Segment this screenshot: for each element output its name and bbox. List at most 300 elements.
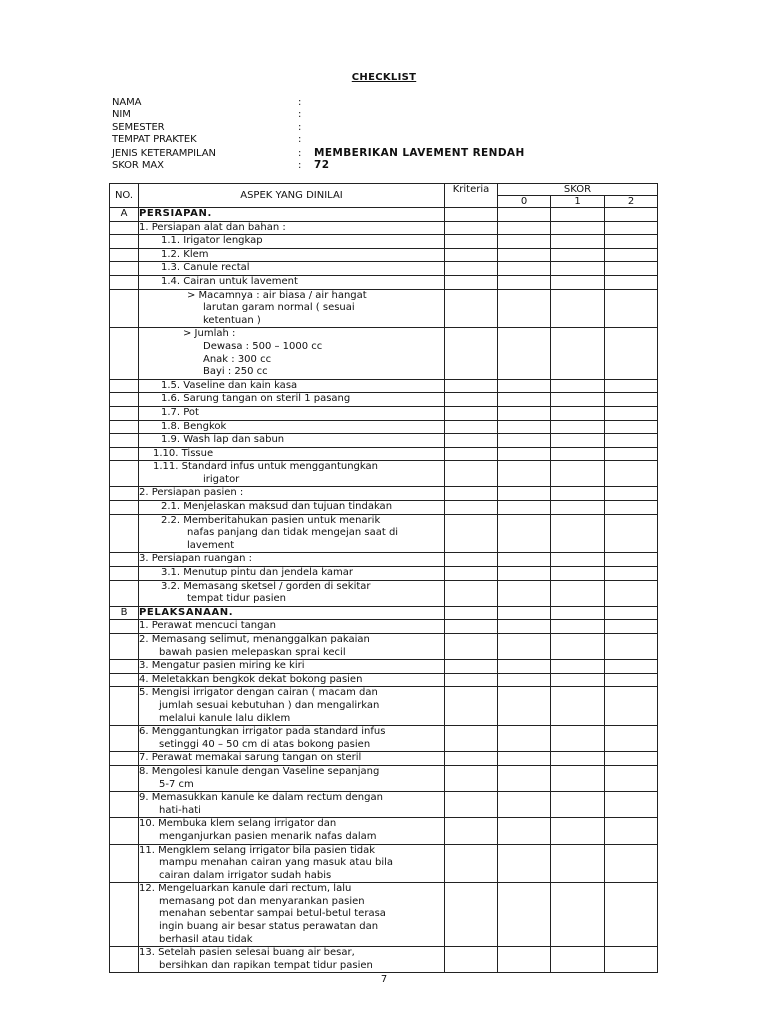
score-cell-1[interactable] xyxy=(551,687,605,726)
aspek-cell xyxy=(139,634,445,660)
aspek-line: jumlah sesuai kebutuhan ) dan mengalirkan xyxy=(159,699,380,711)
aspek-line: larutan garam normal ( sesuai xyxy=(203,302,355,314)
aspek-line: Dewasa : 500 – 1000 cc xyxy=(203,340,323,352)
score-cell-2[interactable] xyxy=(605,514,658,553)
row-number xyxy=(110,289,139,328)
score-cell-0[interactable] xyxy=(498,792,551,818)
header-no: NO. xyxy=(110,184,139,208)
score-cell-2[interactable] xyxy=(605,208,658,222)
kriteria-cell[interactable] xyxy=(445,553,498,567)
table-row xyxy=(110,461,658,487)
score-cell-0[interactable] xyxy=(498,420,551,434)
aspek-line: 2.1. Menjelaskan maksud dan tujuan tindakan xyxy=(161,501,393,513)
kriteria-cell[interactable] xyxy=(445,501,498,515)
aspek-cell xyxy=(139,844,445,883)
score-cell-2[interactable] xyxy=(605,406,658,420)
kriteria-cell[interactable] xyxy=(445,461,498,487)
kriteria-cell[interactable] xyxy=(445,726,498,752)
score-cell-0[interactable] xyxy=(498,580,551,606)
page-title: CHECKLIST xyxy=(351,72,417,83)
header-score-1: 1 xyxy=(551,196,605,208)
aspek-line: nafas panjang dan tidak mengejan saat di xyxy=(187,527,399,539)
score-cell-2[interactable] xyxy=(605,289,658,328)
header-kriteria: Kriteria xyxy=(445,184,498,208)
kriteria-cell[interactable] xyxy=(445,447,498,461)
score-cell-0[interactable] xyxy=(498,406,551,420)
score-cell-1[interactable] xyxy=(551,752,605,766)
score-cell-0[interactable] xyxy=(498,487,551,501)
score-cell-2[interactable] xyxy=(605,235,658,249)
aspek-cell xyxy=(139,461,445,487)
score-cell-1[interactable] xyxy=(551,620,605,634)
aspek-line: 8. Mengolesi kanule dengan Vaseline sepanjang xyxy=(139,765,380,777)
aspek-line: 1.4. Cairan untuk lavement xyxy=(161,275,298,287)
score-cell-0[interactable] xyxy=(498,844,551,883)
aspek-line: Bayi : 250 cc xyxy=(203,366,268,378)
aspek-line: bersihkan dan rapikan tempat tidur pasien xyxy=(159,959,373,971)
score-cell-2[interactable] xyxy=(605,580,658,606)
score-cell-0[interactable] xyxy=(498,262,551,276)
row-number xyxy=(110,235,139,249)
score-cell-0[interactable] xyxy=(498,673,551,687)
table-row xyxy=(110,501,658,515)
score-cell-1[interactable] xyxy=(551,501,605,515)
score-cell-1[interactable] xyxy=(551,792,605,818)
aspek-line: 13. Setelah pasien selesai buang air besar, xyxy=(139,947,355,959)
row-number xyxy=(110,580,139,606)
kriteria-cell[interactable] xyxy=(445,275,498,289)
score-cell-1[interactable] xyxy=(551,660,605,674)
score-cell-1[interactable] xyxy=(551,235,605,249)
aspek-line: berhasil atau tidak xyxy=(159,933,253,945)
kriteria-cell[interactable] xyxy=(445,634,498,660)
score-cell-2[interactable] xyxy=(605,606,658,620)
table-row xyxy=(110,393,658,407)
score-cell-2[interactable] xyxy=(605,752,658,766)
score-cell-1[interactable] xyxy=(551,947,605,973)
aspek-line: 11. Mengklem selang irrigator bila pasien tidak xyxy=(139,844,376,856)
score-cell-1[interactable] xyxy=(551,221,605,235)
aspek-cell xyxy=(139,818,445,844)
kriteria-cell[interactable] xyxy=(445,487,498,501)
info-row xyxy=(112,109,525,121)
score-cell-0[interactable] xyxy=(498,634,551,660)
aspek-cell xyxy=(139,660,445,674)
score-cell-2[interactable] xyxy=(605,221,658,235)
row-number xyxy=(110,461,139,487)
score-cell-1[interactable] xyxy=(551,447,605,461)
score-cell-0[interactable] xyxy=(498,275,551,289)
aspek-cell xyxy=(139,434,445,448)
table-row xyxy=(110,620,658,634)
aspek-cell xyxy=(139,328,445,379)
score-cell-0[interactable] xyxy=(498,726,551,752)
aspek-line: 1.2. Klem xyxy=(161,248,209,260)
kriteria-cell[interactable] xyxy=(445,208,498,222)
score-cell-0[interactable] xyxy=(498,818,551,844)
score-cell-2[interactable] xyxy=(605,420,658,434)
score-cell-1[interactable] xyxy=(551,248,605,262)
score-cell-0[interactable] xyxy=(498,328,551,379)
info-colon: : xyxy=(298,97,302,108)
aspek-line: 3. Persiapan ruangan : xyxy=(139,553,253,565)
kriteria-cell[interactable] xyxy=(445,818,498,844)
aspek-line: Anak : 300 cc xyxy=(203,353,272,365)
aspek-line: ketentuan ) xyxy=(203,314,261,326)
row-number xyxy=(110,620,139,634)
kriteria-cell[interactable] xyxy=(445,844,498,883)
aspek-line: 1.8. Bengkok xyxy=(161,420,227,432)
score-cell-0[interactable] xyxy=(498,660,551,674)
score-cell-0[interactable] xyxy=(498,393,551,407)
score-cell-1[interactable] xyxy=(551,434,605,448)
aspek-line: 6. Menggantungkan irrigator pada standard infus xyxy=(139,726,386,738)
row-number xyxy=(110,947,139,973)
kriteria-cell[interactable] xyxy=(445,567,498,581)
aspek-line: 4. Meletakkan bengkok dekat bokong pasien xyxy=(139,673,363,685)
row-number: B xyxy=(110,606,139,620)
aspek-cell xyxy=(139,406,445,420)
aspek-cell xyxy=(139,620,445,634)
kriteria-cell[interactable] xyxy=(445,406,498,420)
table-row xyxy=(110,883,658,947)
score-cell-2[interactable] xyxy=(605,379,658,393)
aspek-cell xyxy=(139,248,445,262)
score-cell-0[interactable] xyxy=(498,567,551,581)
table-row xyxy=(110,765,658,791)
score-cell-0[interactable] xyxy=(498,947,551,973)
score-cell-1[interactable] xyxy=(551,328,605,379)
aspek-line: menahan sebentar sampai betul-betul terasa xyxy=(159,908,386,920)
score-cell-2[interactable] xyxy=(605,487,658,501)
row-number xyxy=(110,844,139,883)
score-cell-0[interactable] xyxy=(498,514,551,553)
table-row xyxy=(110,567,658,581)
row-number xyxy=(110,514,139,553)
kriteria-cell[interactable] xyxy=(445,235,498,249)
score-cell-1[interactable] xyxy=(551,393,605,407)
row-number xyxy=(110,248,139,262)
score-cell-1[interactable] xyxy=(551,289,605,328)
score-cell-1[interactable] xyxy=(551,262,605,276)
score-cell-1[interactable] xyxy=(551,606,605,620)
kriteria-cell[interactable] xyxy=(445,328,498,379)
row-number xyxy=(110,262,139,276)
row-number xyxy=(110,660,139,674)
score-cell-1[interactable] xyxy=(551,580,605,606)
aspek-cell xyxy=(139,752,445,766)
kriteria-cell[interactable] xyxy=(445,379,498,393)
table-row xyxy=(110,447,658,461)
aspek-cell xyxy=(139,553,445,567)
aspek-cell xyxy=(139,687,445,726)
score-cell-1[interactable] xyxy=(551,634,605,660)
score-cell-2[interactable] xyxy=(605,393,658,407)
kriteria-cell[interactable] xyxy=(445,514,498,553)
info-colon: : xyxy=(298,109,302,121)
score-cell-0[interactable] xyxy=(498,765,551,791)
kriteria-cell[interactable] xyxy=(445,262,498,276)
aspek-line: 10. Membuka klem selang irrigator dan xyxy=(139,818,337,830)
kriteria-cell[interactable] xyxy=(445,947,498,973)
aspek-line: 3.2. Memasang sketsel / gorden di sekitar xyxy=(161,580,371,592)
row-number xyxy=(110,752,139,766)
score-cell-1[interactable] xyxy=(551,379,605,393)
table-row xyxy=(110,726,658,752)
aspek-line: 5-7 cm xyxy=(159,778,194,790)
aspek-line: lavement xyxy=(187,539,235,551)
score-cell-0[interactable] xyxy=(498,447,551,461)
score-cell-1[interactable] xyxy=(551,461,605,487)
kriteria-cell[interactable] xyxy=(445,883,498,947)
aspek-cell xyxy=(139,275,445,289)
info-row xyxy=(112,134,525,146)
aspek-cell xyxy=(139,487,445,501)
kriteria-cell[interactable] xyxy=(445,765,498,791)
checklist-table xyxy=(109,183,658,973)
score-cell-2[interactable] xyxy=(605,567,658,581)
score-cell-2[interactable] xyxy=(605,461,658,487)
kriteria-cell[interactable] xyxy=(445,606,498,620)
score-cell-0[interactable] xyxy=(498,248,551,262)
score-cell-1[interactable] xyxy=(551,883,605,947)
aspek-line: 1.6. Sarung tangan on steril 1 pasang xyxy=(161,393,351,405)
score-cell-2[interactable] xyxy=(605,818,658,844)
row-number xyxy=(110,634,139,660)
score-cell-2[interactable] xyxy=(605,687,658,726)
aspek-line: 2.2. Memberitahukan pasien untuk menarik xyxy=(161,514,381,526)
row-number xyxy=(110,883,139,947)
score-cell-2[interactable] xyxy=(605,844,658,883)
score-cell-1[interactable] xyxy=(551,726,605,752)
kriteria-cell[interactable] xyxy=(445,687,498,726)
table-row xyxy=(110,406,658,420)
table-row xyxy=(110,792,658,818)
table-row xyxy=(110,634,658,660)
table-row xyxy=(110,687,658,726)
row-number xyxy=(110,406,139,420)
score-cell-1[interactable] xyxy=(551,818,605,844)
table-row xyxy=(110,275,658,289)
table-row xyxy=(110,221,658,235)
score-cell-2[interactable] xyxy=(605,634,658,660)
row-number xyxy=(110,687,139,726)
aspek-cell xyxy=(139,208,445,222)
score-cell-1[interactable] xyxy=(551,406,605,420)
row-number xyxy=(110,328,139,379)
aspek-line: 1.3. Canule rectal xyxy=(161,262,250,274)
score-cell-2[interactable] xyxy=(605,765,658,791)
score-cell-2[interactable] xyxy=(605,447,658,461)
aspek-line: 1.7. Pot xyxy=(161,406,199,418)
header-score-2: 2 xyxy=(605,196,658,208)
aspek-cell xyxy=(139,501,445,515)
row-number xyxy=(110,673,139,687)
score-cell-2[interactable] xyxy=(605,434,658,448)
section-heading: PELAKSANAAN. xyxy=(139,606,234,618)
row-number xyxy=(110,447,139,461)
table-row xyxy=(110,673,658,687)
info-row xyxy=(112,122,525,134)
score-cell-1[interactable] xyxy=(551,487,605,501)
score-cell-2[interactable] xyxy=(605,792,658,818)
aspek-line: tempat tidur pasien xyxy=(187,593,287,605)
score-cell-2[interactable] xyxy=(605,328,658,379)
aspek-line: 9. Memasukkan kanule ke dalam rectum dengan xyxy=(139,792,383,804)
aspek-line: setinggi 40 – 50 cm di atas bokong pasien xyxy=(159,738,371,750)
aspek-cell xyxy=(139,883,445,947)
aspek-line: 12. Mengeluarkan kanule dari rectum, lalu xyxy=(139,883,352,895)
score-cell-2[interactable] xyxy=(605,501,658,515)
score-cell-2[interactable] xyxy=(605,947,658,973)
row-number: A xyxy=(110,208,139,222)
header-skor: SKOR xyxy=(498,184,658,196)
info-label: SEMESTER xyxy=(112,121,165,133)
score-cell-2[interactable] xyxy=(605,262,658,276)
kriteria-cell[interactable] xyxy=(445,673,498,687)
header-aspek: ASPEK YANG DINILAI xyxy=(139,184,445,208)
table-row xyxy=(110,844,658,883)
aspek-cell xyxy=(139,393,445,407)
table-row xyxy=(110,947,658,973)
score-cell-1[interactable] xyxy=(551,673,605,687)
aspek-cell xyxy=(139,221,445,235)
score-cell-2[interactable] xyxy=(605,248,658,262)
aspek-cell xyxy=(139,580,445,606)
table-row xyxy=(110,487,658,501)
kriteria-cell[interactable] xyxy=(445,393,498,407)
table-row xyxy=(110,553,658,567)
row-number xyxy=(110,221,139,235)
aspek-cell xyxy=(139,420,445,434)
score-cell-2[interactable] xyxy=(605,275,658,289)
row-number xyxy=(110,379,139,393)
aspek-line: irigator xyxy=(203,473,240,485)
score-cell-2[interactable] xyxy=(605,553,658,567)
score-cell-2[interactable] xyxy=(605,673,658,687)
score-cell-1[interactable] xyxy=(551,514,605,553)
aspek-line: 1. Perawat mencuci tangan xyxy=(139,620,276,632)
aspek-cell xyxy=(139,235,445,249)
score-cell-0[interactable] xyxy=(498,687,551,726)
score-cell-1[interactable] xyxy=(551,553,605,567)
score-cell-2[interactable] xyxy=(605,883,658,947)
aspek-line: 1. Persiapan alat dan bahan : xyxy=(139,221,286,233)
score-cell-2[interactable] xyxy=(605,726,658,752)
aspek-cell xyxy=(139,606,445,620)
aspek-line: 1.11. Standard infus untuk menggantungkan xyxy=(153,461,378,473)
score-cell-2[interactable] xyxy=(605,660,658,674)
aspek-line: memasang pot dan menyarankan pasien xyxy=(159,895,365,907)
aspek-cell xyxy=(139,765,445,791)
kriteria-cell[interactable] xyxy=(445,792,498,818)
aspek-line: menganjurkan pasien menarik nafas dalam xyxy=(159,830,377,842)
info-row xyxy=(112,159,525,171)
aspek-cell xyxy=(139,792,445,818)
score-cell-0[interactable] xyxy=(498,461,551,487)
aspek-line: > Jumlah : xyxy=(183,328,236,340)
aspek-line: melalui kanule lalu diklem xyxy=(159,712,291,724)
aspek-line: cairan dalam irrigator sudah habis xyxy=(159,869,332,881)
score-cell-1[interactable] xyxy=(551,208,605,222)
score-cell-0[interactable] xyxy=(498,883,551,947)
kriteria-cell[interactable] xyxy=(445,248,498,262)
kriteria-cell[interactable] xyxy=(445,580,498,606)
row-number xyxy=(110,553,139,567)
row-number xyxy=(110,434,139,448)
score-cell-1[interactable] xyxy=(551,420,605,434)
table-row xyxy=(110,818,658,844)
kriteria-cell[interactable] xyxy=(445,660,498,674)
score-cell-0[interactable] xyxy=(498,620,551,634)
aspek-line: mampu menahan cairan yang masuk atau bila xyxy=(159,857,393,869)
score-cell-0[interactable] xyxy=(498,606,551,620)
score-cell-0[interactable] xyxy=(498,434,551,448)
score-cell-0[interactable] xyxy=(498,289,551,328)
kriteria-cell[interactable] xyxy=(445,221,498,235)
kriteria-cell[interactable] xyxy=(445,420,498,434)
score-cell-0[interactable] xyxy=(498,553,551,567)
score-cell-0[interactable] xyxy=(498,208,551,222)
score-cell-0[interactable] xyxy=(498,752,551,766)
table-row xyxy=(110,262,658,276)
table-row xyxy=(110,752,658,766)
row-number xyxy=(110,567,139,581)
aspek-line: 1.9. Wash lap dan sabun xyxy=(161,434,285,446)
score-cell-2[interactable] xyxy=(605,620,658,634)
kriteria-cell[interactable] xyxy=(445,620,498,634)
row-number xyxy=(110,792,139,818)
aspek-line: 1.10. Tissue xyxy=(153,447,214,459)
score-cell-1[interactable] xyxy=(551,844,605,883)
score-cell-1[interactable] xyxy=(551,275,605,289)
table-row xyxy=(110,208,658,222)
table-row xyxy=(110,420,658,434)
score-cell-0[interactable] xyxy=(498,501,551,515)
aspek-line: 1.1. Irigator lengkap xyxy=(161,235,263,247)
kriteria-cell[interactable] xyxy=(445,434,498,448)
score-cell-0[interactable] xyxy=(498,379,551,393)
aspek-cell xyxy=(139,289,445,328)
info-row xyxy=(112,97,525,109)
row-number xyxy=(110,765,139,791)
row-number xyxy=(110,393,139,407)
table-row xyxy=(110,606,658,620)
info-label: JENIS KETERAMPILAN xyxy=(112,147,216,159)
score-cell-1[interactable] xyxy=(551,567,605,581)
table-row xyxy=(110,379,658,393)
kriteria-cell[interactable] xyxy=(445,289,498,328)
kriteria-cell[interactable] xyxy=(445,752,498,766)
aspek-cell xyxy=(139,726,445,752)
score-cell-0[interactable] xyxy=(498,221,551,235)
table-row xyxy=(110,328,658,379)
info-colon: : xyxy=(298,159,302,171)
aspek-line: 7. Perawat memakai sarung tangan on steril xyxy=(139,752,362,764)
score-cell-0[interactable] xyxy=(498,235,551,249)
info-label: TEMPAT PRAKTEK xyxy=(112,134,197,146)
score-cell-1[interactable] xyxy=(551,765,605,791)
aspek-cell xyxy=(139,673,445,687)
aspek-cell xyxy=(139,379,445,393)
table-row xyxy=(110,514,658,553)
info-label: SKOR MAX xyxy=(112,159,164,171)
info-colon: : xyxy=(298,134,302,146)
row-number xyxy=(110,726,139,752)
table-row xyxy=(110,235,658,249)
aspek-cell xyxy=(139,514,445,553)
page-number: 7 xyxy=(380,974,388,985)
